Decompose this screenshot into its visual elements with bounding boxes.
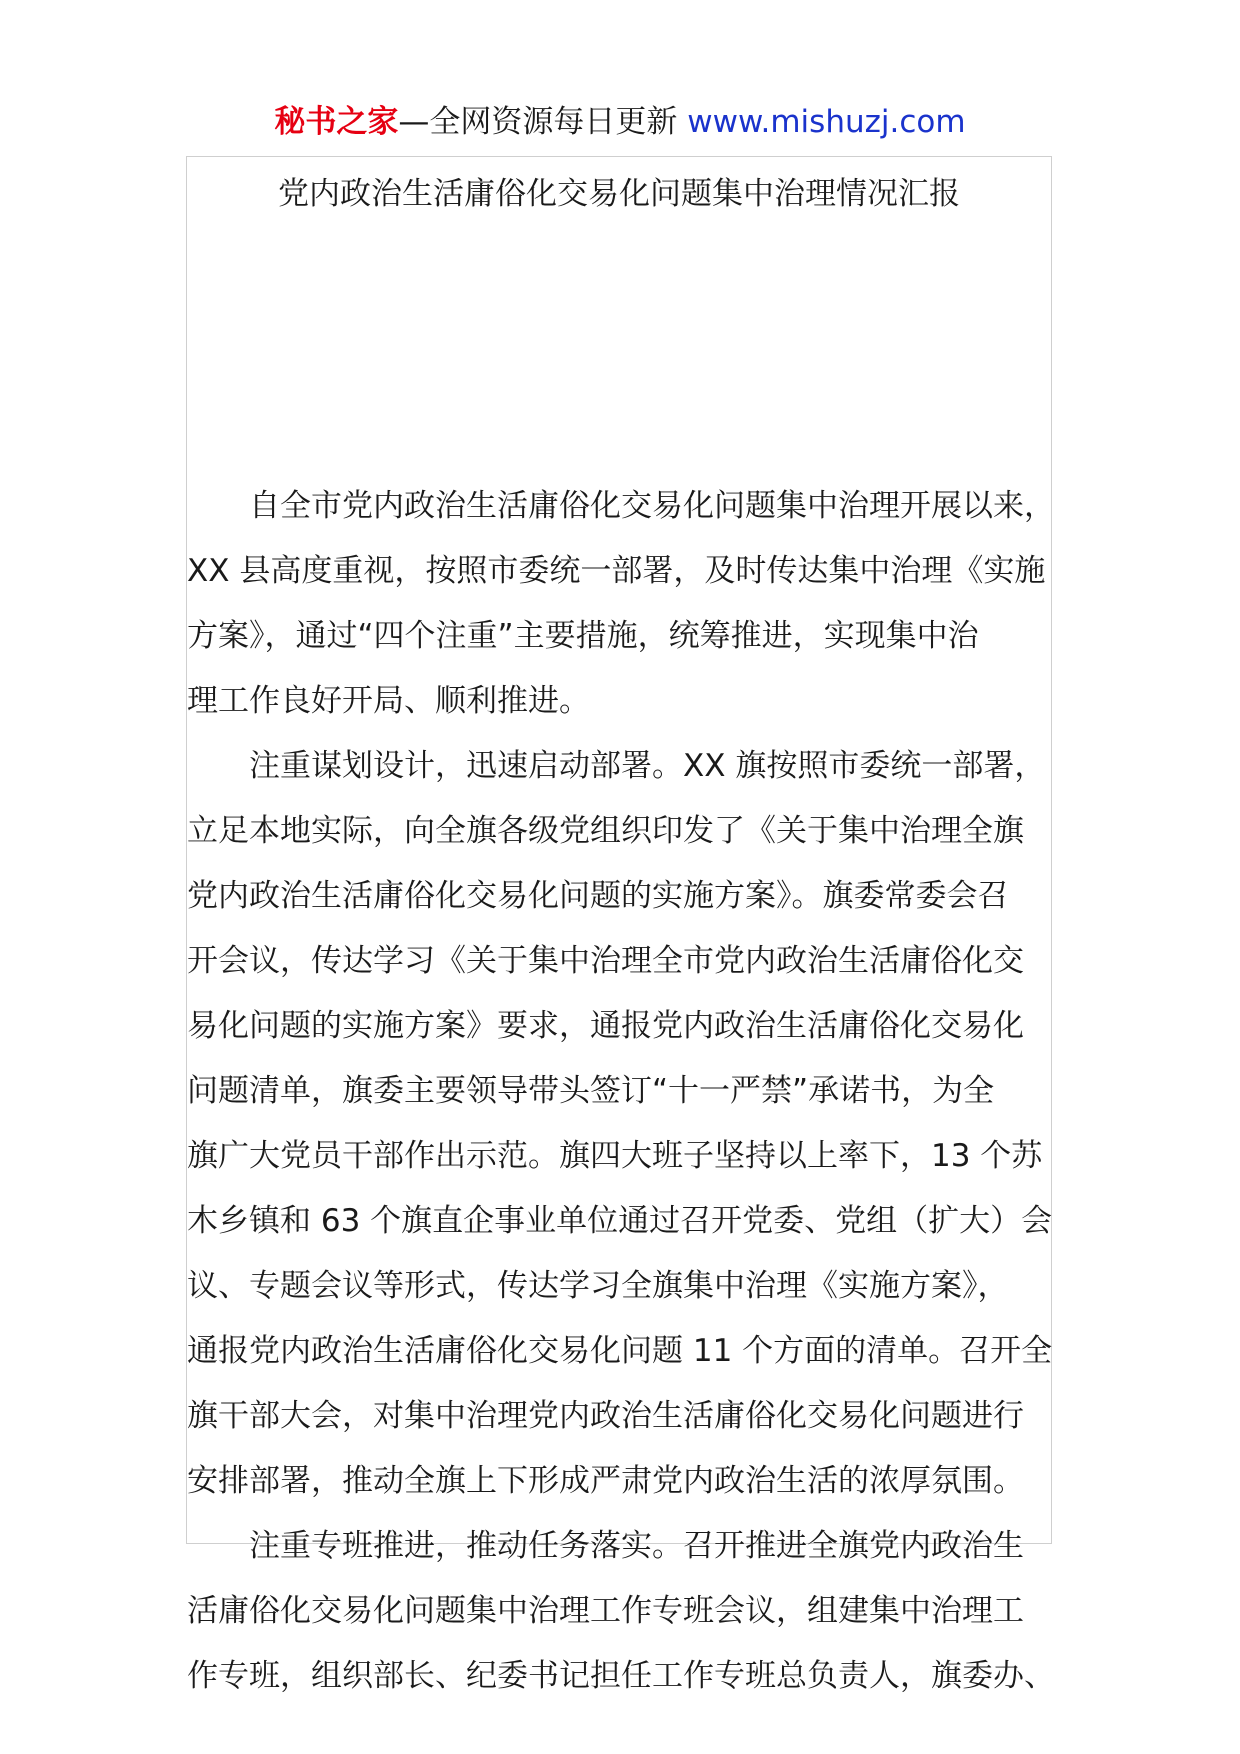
paragraph-line: 活庸俗化交易化问题集中治理工作专班会议，组建集中治理工 xyxy=(187,1593,1024,1629)
paragraph-line: 问题清单，旗委主要领导带头签订“十一严禁”承诺书，为全 xyxy=(187,1073,995,1109)
paragraph-line: 旗干部大会，对集中治理党内政治生活庸俗化交易化问题进行 xyxy=(187,1398,1024,1434)
paragraph-line: 作专班，组织部长、纪委书记担任工作专班总负责人，旗委办、 xyxy=(187,1658,1055,1694)
site-header xyxy=(0,100,1240,144)
site-url-link[interactable]: www.mishuzj.com xyxy=(687,104,966,140)
document-title: 党内政治生活庸俗化交易化问题集中治理情况汇报 xyxy=(278,176,960,212)
paragraph-line: 立足本地实际，向全旗各级党组织印发了《关于集中治理全旗 xyxy=(187,813,1024,849)
paragraph-line: 开会议，传达学习《关于集中治理全市党内政治生活庸俗化交 xyxy=(187,943,1024,979)
paragraph-line: 方案》，通过“四个注重”主要措施，统筹推进，实现集中治 xyxy=(187,618,979,654)
paragraph-line: 通报党内政治生活庸俗化交易化问题 11 个方面的清单。召开全 xyxy=(187,1333,1053,1369)
paragraph-line: XX 县高度重视，按照市委统一部署，及时传达集中治理《实施 xyxy=(187,553,1046,589)
paragraph-line: 自全市党内政治生活庸俗化交易化问题集中治理开展以来， xyxy=(249,488,1055,524)
paragraph-line: 注重专班推进，推动任务落实。召开推进全旗党内政治生 xyxy=(249,1528,1024,1564)
document-body xyxy=(187,474,1053,1709)
site-tagline: —全网资源每日更新 xyxy=(398,104,678,140)
document-frame xyxy=(186,156,1055,1694)
paragraph-line: 理工作良好开局、顺利推进。 xyxy=(187,683,590,719)
paragraph-line: 易化问题的实施方案》要求，通报党内政治生活庸俗化交易化 xyxy=(187,1008,1024,1044)
paragraph-line: 旗广大党员干部作出示范。旗四大班子坚持以上率下，13 个苏 xyxy=(187,1138,1043,1174)
paragraph-line: 议、专题会议等形式，传达学习全旗集中治理《实施方案》， xyxy=(187,1268,1009,1304)
site-brand: 秘书之家 xyxy=(274,104,399,140)
paragraph-line: 木乡镇和 63 个旗直企事业单位通过召开党委、党组（扩大）会 xyxy=(187,1203,1053,1239)
paragraph-line: 党内政治生活庸俗化交易化问题的实施方案》。旗委常委会召 xyxy=(187,878,1009,914)
paragraph-line: 安排部署，推动全旗上下形成严肃党内政治生活的浓厚氛围。 xyxy=(187,1463,1024,1499)
paragraph-line: 注重谋划设计，迅速启动部署。XX 旗按照市委统一部署， xyxy=(249,748,1046,784)
